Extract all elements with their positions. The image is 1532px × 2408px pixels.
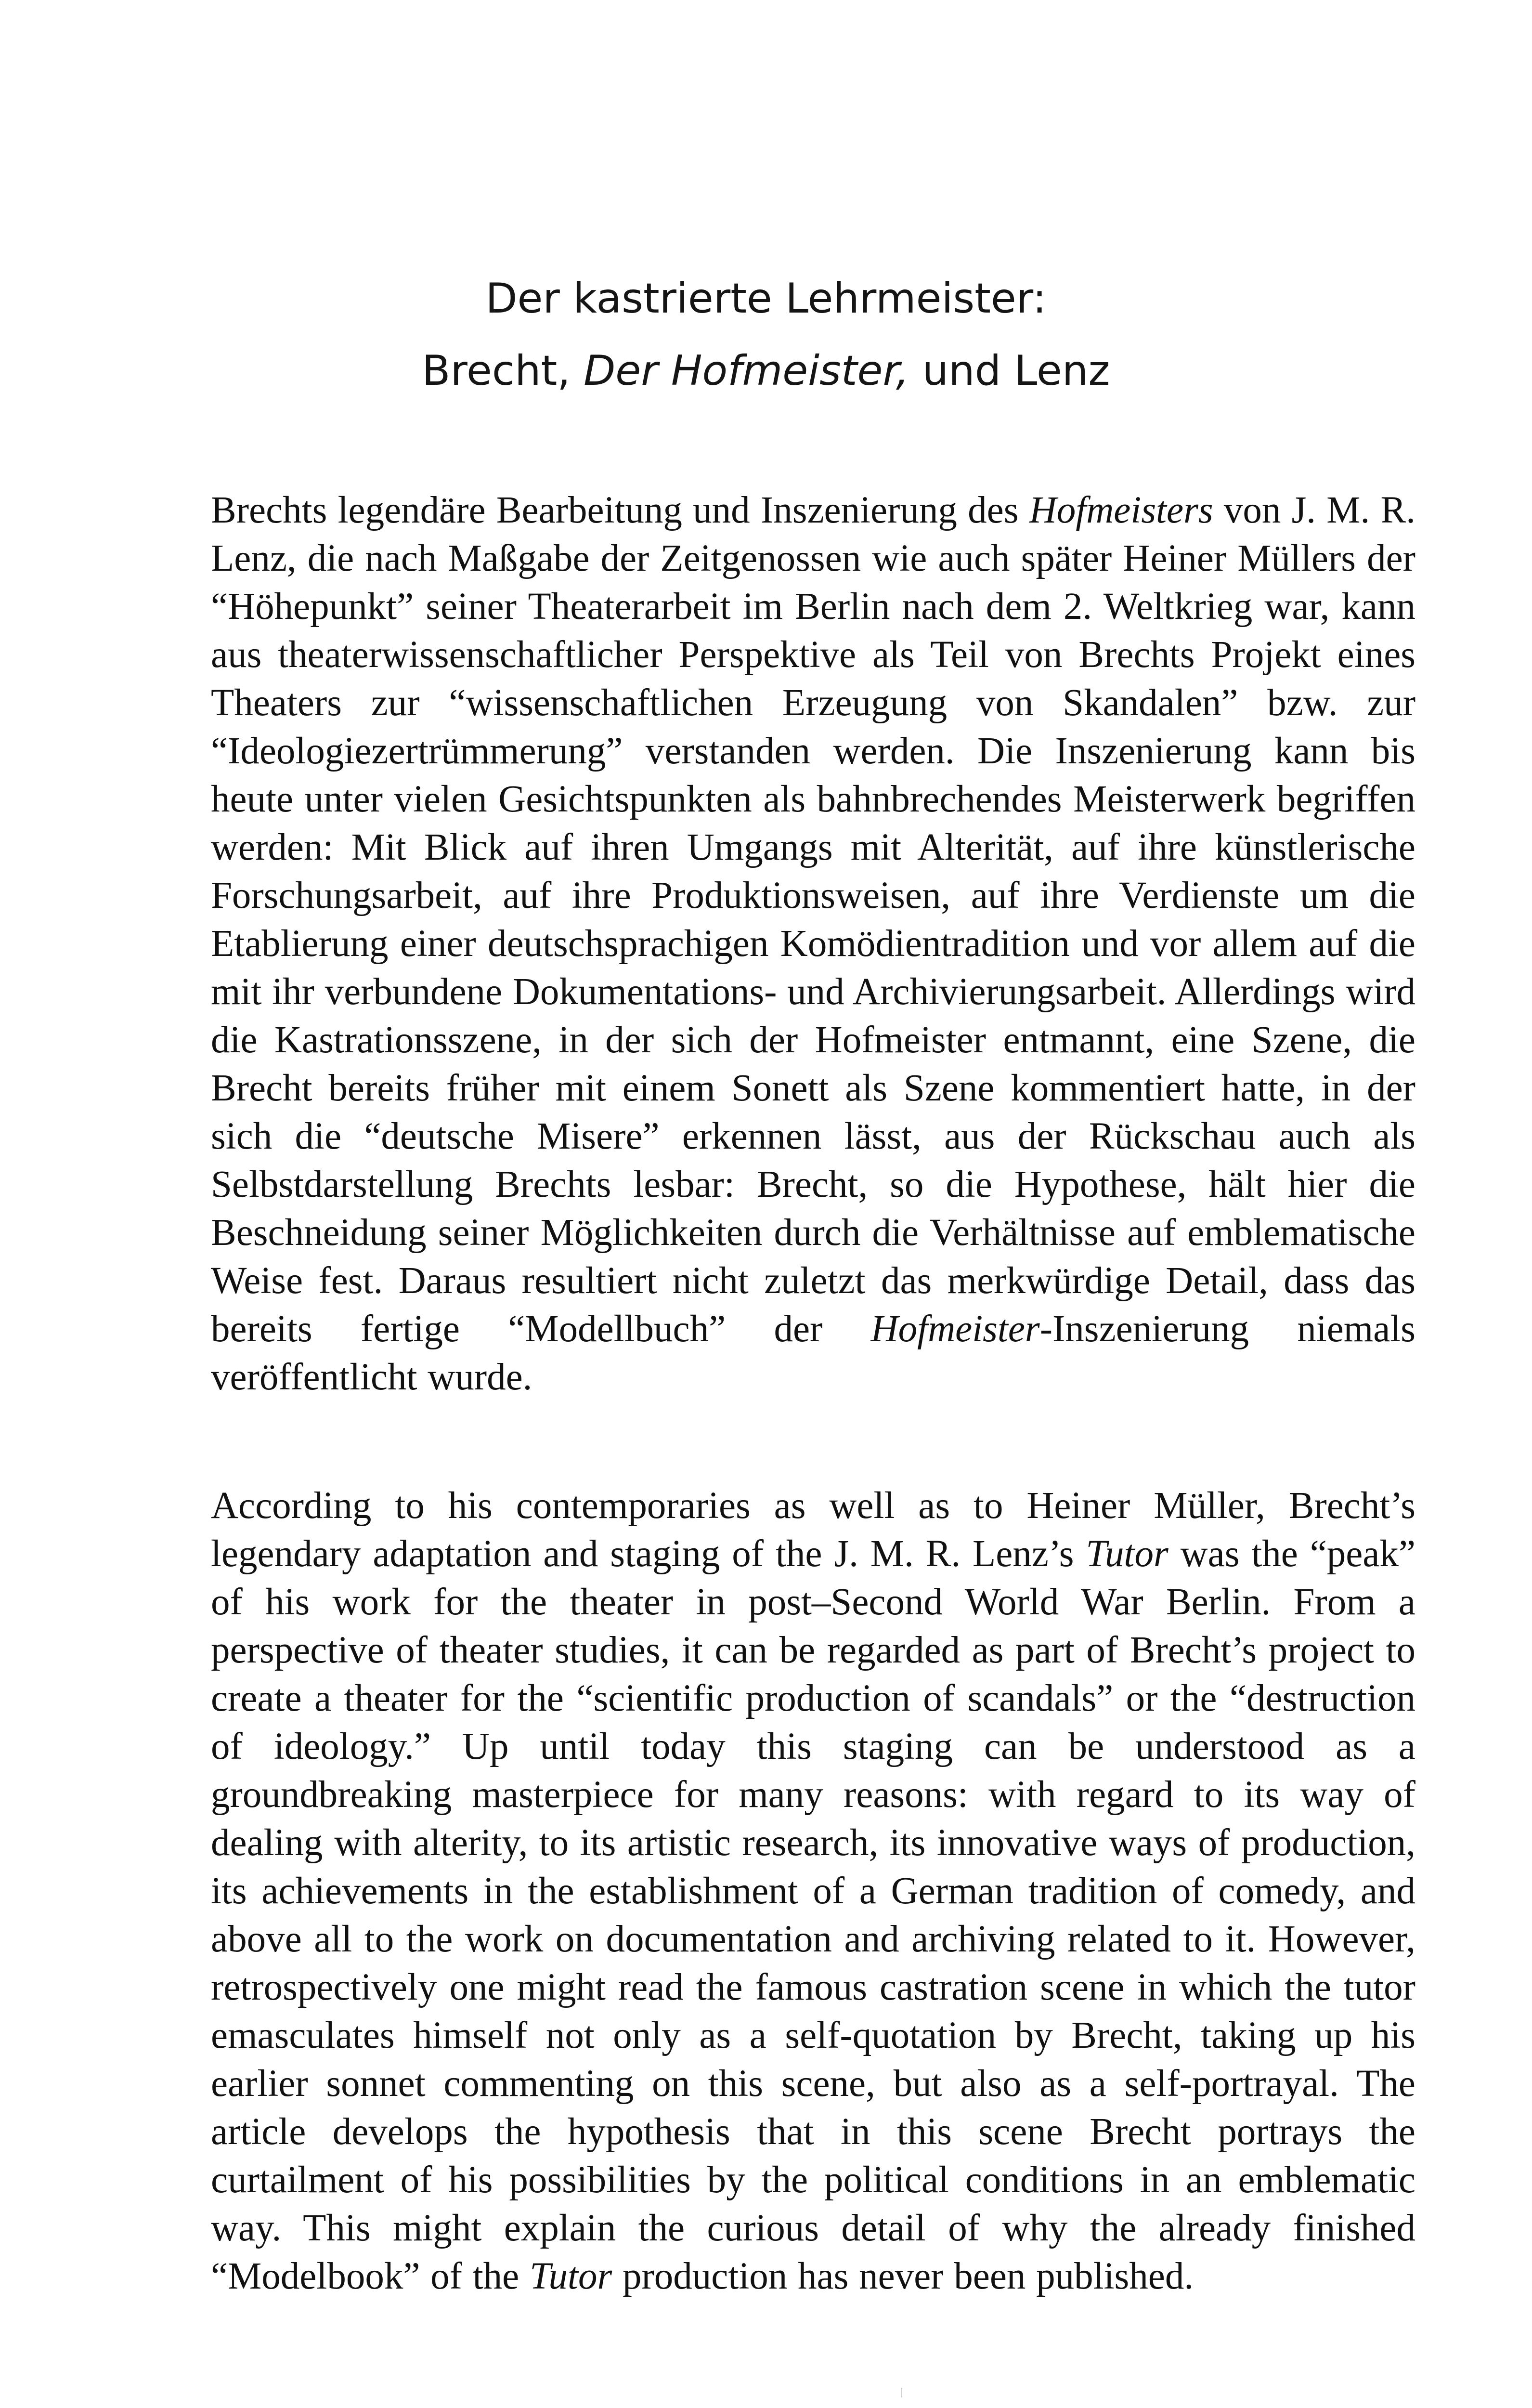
abstract-en-text-2: was the “peak” of his work for the theater in post–Second World War Berlin. From a perspective of theater studies, it can be regarded as part of Brecht’s project to create a theater for the “scientific production of scandals” or the “destruction of ideology.” Up until today this staging can be understood as a groundbreaking masterpiece for many reasons: with regard to its way of dealing with alterity, to its artistic research, its innovative ways of production, its achievements in the establishment of a German tradition of comedy, and above all to the work on documentation and archiving related to it. However, retrospectively one might read the famous castration scene in which the tutor emasculates himself not only as a self-quotation by Brecht, taking up his earlier sonnet commenting on this scene, but also as a self-portrayal. The article develops the hypothesis that in this scene Brecht portrays the curtailment of his possibilities by the political conditions in an emblematic way. This might explain the curious detail of why the already finished “Modelbook” of the bbox=[211, 1533, 1415, 2297]
abstract-en-text-3: production has never been published. bbox=[612, 2255, 1194, 2297]
title-line-2-italic: Der Hofmeister, bbox=[584, 347, 909, 395]
title-line-2-suffix: und Lenz bbox=[909, 347, 1110, 395]
abstract-german bbox=[211, 486, 1415, 1401]
article-title bbox=[0, 262, 1532, 407]
title-line-2-prefix: Brecht, bbox=[422, 347, 584, 395]
abstract-de-text-1: Brechts legendäre Bearbeitung und Inszenierung des bbox=[211, 489, 1029, 531]
title-line-1: Der kastrierte Lehrmeister: bbox=[485, 275, 1047, 323]
abstract-de-italic-1: Hofmeisters bbox=[1029, 489, 1213, 531]
title-line-2 bbox=[0, 335, 1532, 407]
abstract-en-italic-1: Tutor bbox=[1086, 1533, 1168, 1575]
abstract-de-text-2: von J. M. R. Lenz, die nach Maßgabe der Zeitgenossen wie auch später Heiner Müllers der “Höhepunkt” seiner Theaterarbeit im Berlin nach dem 2. Weltkrieg war, kann aus theaterwissenschaftlicher Perspektive als Teil von Brechts Projekt eines Theaters zur “wissenschaftlichen Erzeugung von Skandalen” bzw. zur “Ideologiezertrümmerung” verstanden werden. Die Inszenierung kann bis heute unter vielen Gesichtspunkten als bahnbrechendes Meisterwerk begriffen werden: Mit Blick auf ihren Umgangs mit Alterität, auf ihre künstlerische Forschungsarbeit, auf ihre Produktionsweisen, auf ihre Verdienste um die Etablierung einer deutschsprachigen Komödientradition und vor allem auf die mit ihr verbundene Dokumentations- und Archivierungsarbeit. Allerdings wird die Kastrationsszene, in der sich der Hofmeister entmannt, eine Szene, die Brecht bereits früher mit einem Sonett als Szene kommentiert hatte, in der sich die “deutsche Misere” erkennen lässt, aus der Rückschau auch als Selbstdarstellung Brechts lesbar: Brecht, so die Hypothese, hält hier die Beschneidung seiner Möglichkeiten durch die Verhältnisse auf emblematische Weise fest. Daraus resultiert nicht zuletzt das merkwürdige Detail, dass das bereits fertige “Modellbuch” der bbox=[211, 489, 1415, 1350]
abstract-de-italic-2: Hofmeister bbox=[870, 1308, 1040, 1350]
scan-speck bbox=[901, 2388, 902, 2397]
abstract-en-italic-2: Tutor bbox=[529, 2255, 612, 2297]
abstract-en-text-1: According to his contemporaries as well as to Heiner Müller, Brecht’s legendary adaptation and staging of the J. M. R. Lenz’s bbox=[211, 1485, 1415, 1575]
abstract-english bbox=[211, 1482, 1415, 2301]
abstract-de-text-3: -Inszenierung niemals veröffentlicht wurde. bbox=[211, 1308, 1415, 1398]
